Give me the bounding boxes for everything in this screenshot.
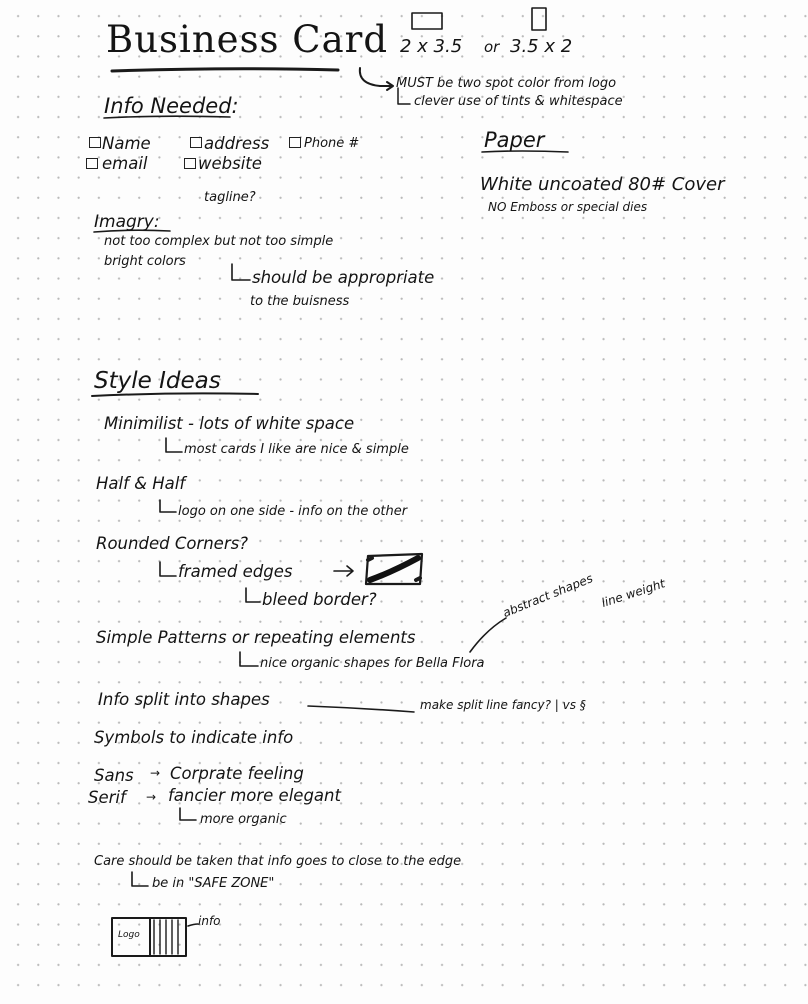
page-title: Business Card — [106, 18, 389, 61]
style-safe-zone: be in "SAFE ZONE" — [152, 876, 275, 891]
imagery-heading: Imagry: — [94, 212, 160, 232]
must-note-arrow — [360, 68, 380, 86]
info-item-address: address — [204, 134, 270, 153]
style-care: Care should be taken that info goes to close to the edge — [94, 854, 462, 869]
spot-color-note: MUST be two spot color from logo — [396, 76, 617, 91]
style-serif-desc: fancier more elegant — [168, 786, 341, 805]
info-item-email: email — [102, 154, 148, 173]
card-size-or: or — [484, 38, 500, 56]
info-tagline: tagline? — [204, 190, 256, 205]
info-item-phone: Phone # — [304, 136, 360, 151]
info-item-name: Name — [102, 134, 151, 153]
tints-note: clever use of tints & whitespace — [414, 94, 623, 109]
style-half-sub: logo on one side - info on the other — [178, 504, 408, 519]
horizontal-card-sketch — [412, 13, 442, 29]
style-sans: Sans — [94, 766, 134, 785]
checkbox-website — [184, 158, 196, 169]
style-half: Half & Half — [96, 474, 186, 493]
checkbox-phone — [289, 137, 301, 148]
imagery-line-2: bright colors — [104, 254, 186, 269]
style-patterns: Simple Patterns or repeating elements — [96, 628, 416, 647]
style-framed: framed edges — [178, 562, 293, 581]
checkbox-name — [89, 137, 101, 148]
style-symbols: Symbols to indicate info — [94, 728, 294, 747]
checkbox-email — [86, 158, 98, 169]
paper-stock: White uncoated 80# Cover — [480, 174, 725, 195]
paper-heading: Paper — [484, 128, 545, 152]
style-abstract-shapes: abstract shapes — [500, 571, 595, 620]
card-size-horizontal: 2 x 3.5 — [400, 36, 463, 57]
imagery-line-3: should be appropriate — [252, 268, 435, 287]
style-patterns-sub: nice organic shapes for Bella Flora — [260, 656, 485, 671]
vertical-card-sketch — [532, 8, 546, 30]
style-heading: Style Ideas — [94, 368, 221, 394]
style-line-weight: line weight — [599, 576, 667, 610]
style-minimal-sub: most cards I like are nice & simple — [184, 442, 409, 457]
imagery-line-1: not too complex but not too simple — [104, 234, 334, 249]
card-size-vertical: 3.5 x 2 — [510, 36, 573, 57]
title-underline — [112, 69, 338, 71]
style-split-note: make split line fancy? | vs § — [420, 698, 586, 712]
paper-note: NO Emboss or special dies — [488, 200, 648, 214]
style-sans-desc: Corprate feeling — [170, 764, 304, 783]
style-minimal: Minimilist - lots of white space — [104, 414, 355, 433]
style-split: Info split into shapes — [98, 690, 270, 709]
style-rounded: Rounded Corners? — [96, 534, 248, 553]
must-note-arrowhead — [380, 82, 393, 90]
split-note-line — [308, 706, 414, 712]
sketch-info-label: info — [198, 914, 221, 928]
style-serif: Serif — [88, 788, 126, 807]
style-serif-sub: more organic — [200, 812, 287, 827]
checkbox-address — [190, 137, 202, 148]
sketch-logo-label: Logo — [118, 930, 140, 940]
imagery-line-4: to the buisness — [250, 294, 350, 309]
info-heading: Info Needed: — [104, 94, 239, 118]
info-item-website: website — [198, 154, 262, 173]
style-bleed: bleed border? — [262, 590, 377, 609]
